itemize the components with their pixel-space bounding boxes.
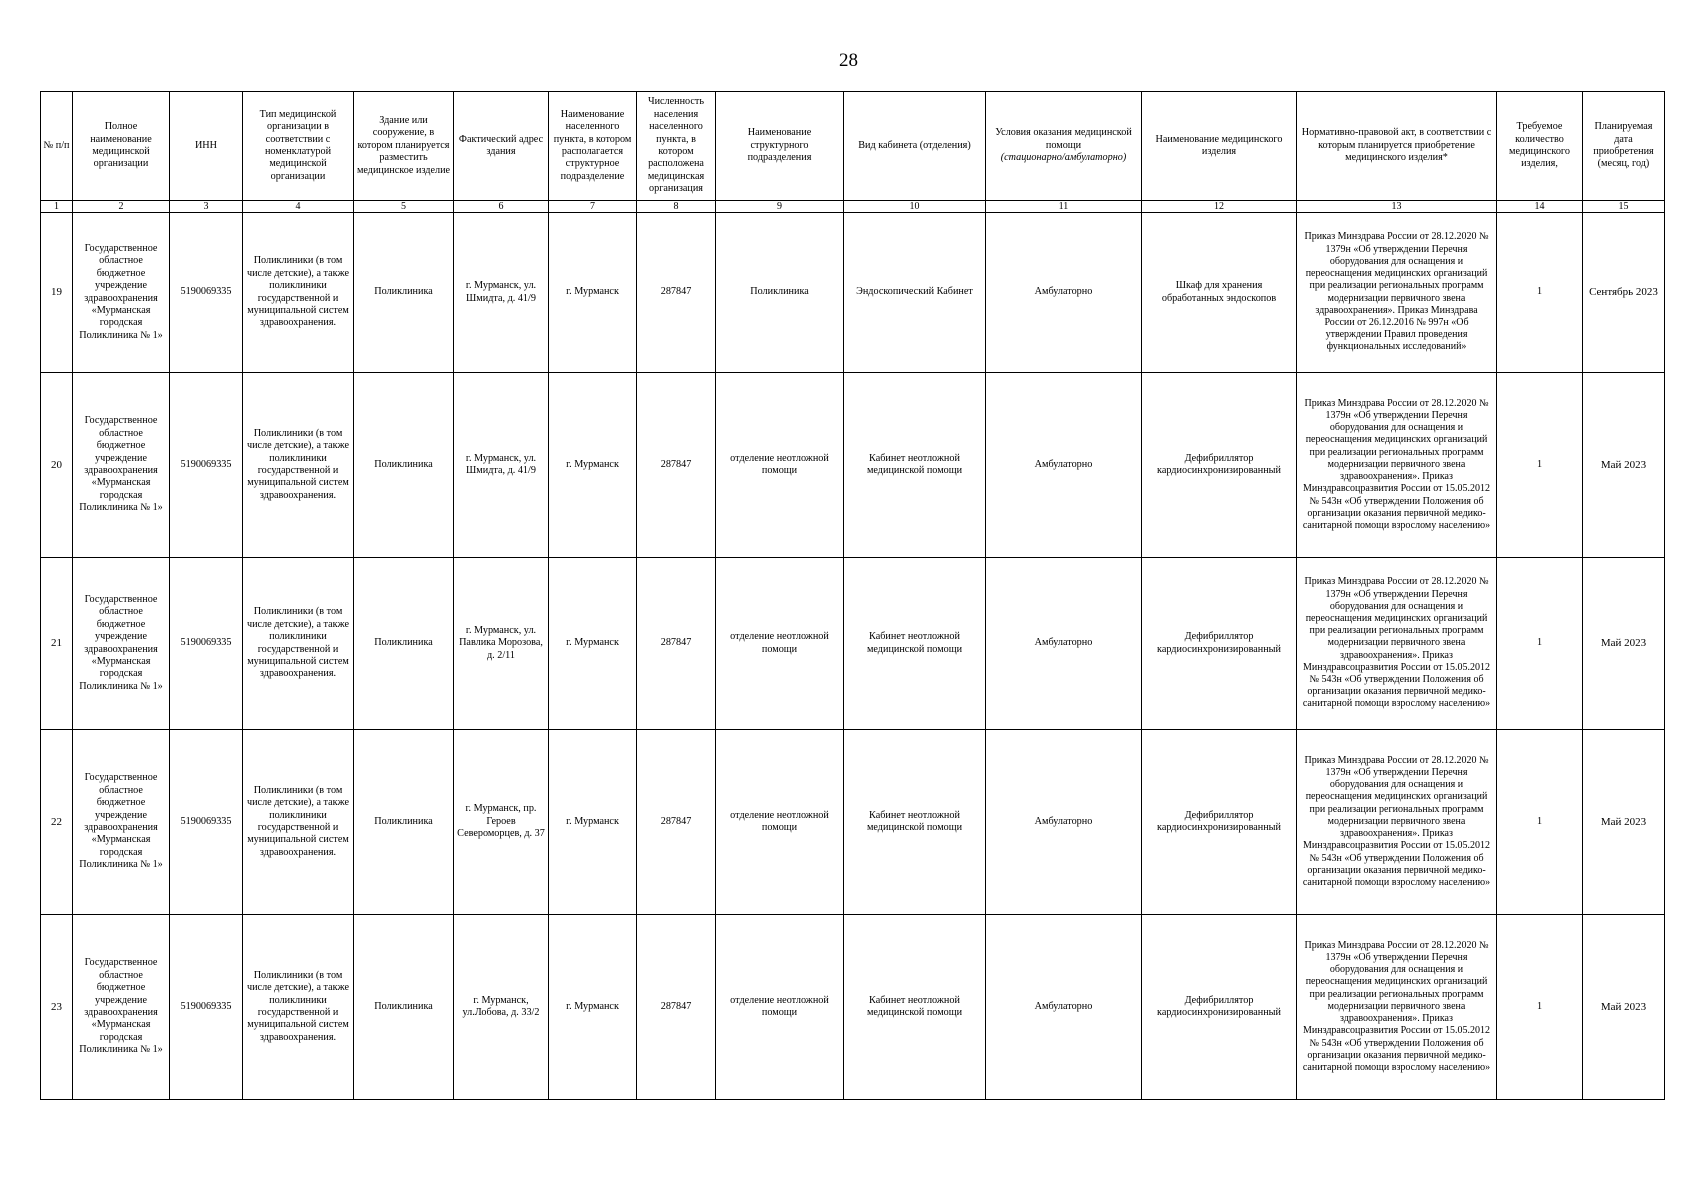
building: Поликлиника bbox=[354, 213, 454, 373]
org-type: Поликлиники (в том числе детские), а также поликлиники государственной и муниципальной систем здравоохранения. bbox=[243, 915, 354, 1100]
header-cell: Наименование медицинского изделия bbox=[1142, 92, 1297, 201]
device: Дефибриллятор кардиосинхронизированный bbox=[1142, 373, 1297, 558]
cabinet: Эндоскопический Кабинет bbox=[844, 213, 986, 373]
org-type: Поликлиники (в том числе детские), а также поликлиники государственной и муниципальной систем здравоохранения. bbox=[243, 373, 354, 558]
column-number: 5 bbox=[354, 201, 454, 213]
division: Поликлиника bbox=[716, 213, 844, 373]
locality: г. Мурманск bbox=[549, 213, 637, 373]
legal-act: Приказ Минздрава России от 28.12.2020 № 1379н «Об утверждении Перечня оборудования для оснащения и переоснащения медицинских организаций при реализации региональных программ модернизации первичного звена здравоохранения». Приказ Минздравсоцразвития России от 15.05.2012 № 543н «Об утверждении Положения об организации оказания первичной медико-санитарной помощи взрослому населению» bbox=[1297, 915, 1497, 1100]
header-cell: Полное наименование медицинской организации bbox=[73, 92, 170, 201]
org-name: Государственное областное бюджетное учреждение здравоохранения «Мурманская городская Поликлиника № 1» bbox=[73, 373, 170, 558]
table-row bbox=[41, 730, 1665, 915]
table-row bbox=[41, 213, 1665, 373]
legal-act: Приказ Минздрава России от 28.12.2020 № 1379н «Об утверждении Перечня оборудования для оснащения и переоснащения медицинских организаций при реализации региональных программ модернизации первичного звена здравоохранения». Приказ Минздравсоцразвития России от 15.05.2012 № 543н «Об утверждении Положения об организации оказания первичной медико-санитарной помощи взрослому населению» bbox=[1297, 558, 1497, 730]
column-number: 4 bbox=[243, 201, 354, 213]
quantity: 1 bbox=[1497, 213, 1583, 373]
table-row bbox=[41, 373, 1665, 558]
address: г. Мурманск, ул.Лобова, д. 33/2 bbox=[454, 915, 549, 1100]
inn: 5190069335 bbox=[170, 915, 243, 1100]
header-conditions-note: (стационарно/амбулаторно) bbox=[1000, 152, 1127, 164]
column-number: 1 bbox=[41, 201, 73, 213]
equipment-table bbox=[40, 91, 1665, 1100]
building: Поликлиника bbox=[354, 730, 454, 915]
column-number: 8 bbox=[637, 201, 716, 213]
device: Дефибриллятор кардиосинхронизированный bbox=[1142, 558, 1297, 730]
header-cell-conditions bbox=[986, 92, 1142, 201]
division: отделение неотложной помощи bbox=[716, 915, 844, 1100]
column-number: 15 bbox=[1583, 201, 1665, 213]
org-name: Государственное областное бюджетное учреждение здравоохранения «Мурманская городская Поликлиника № 1» bbox=[73, 915, 170, 1100]
address: г. Мурманск, пр. Героев Североморцев, д. 37 bbox=[454, 730, 549, 915]
legal-act: Приказ Минздрава России от 28.12.2020 № 1379н «Об утверждении Перечня оборудования для оснащения и переоснащения медицинских организаций при реализации региональных программ модернизации первичного звена здравоохранения». Приказ Минздравсоцразвития России от 15.05.2012 № 543н «Об утверждении Положения об организации оказания первичной медико-санитарной помощи взрослому населению» bbox=[1297, 373, 1497, 558]
quantity: 1 bbox=[1497, 730, 1583, 915]
header-conditions-label: Условия оказания медицинской помощи bbox=[995, 127, 1132, 151]
population: 287847 bbox=[637, 558, 716, 730]
column-number: 11 bbox=[986, 201, 1142, 213]
cabinet: Кабинет неотложной медицинской помощи bbox=[844, 558, 986, 730]
population: 287847 bbox=[637, 730, 716, 915]
legal-act: Приказ Минздрава России от 28.12.2020 № 1379н «Об утверждении Перечня оборудования для оснащения и переоснащения медицинских организаций при реализации региональных программ модернизации первичного звена здравоохранения». Приказ Минздрава России от 26.12.2016 № 997н «Об утверждении Правил проведения функциональных исследований» bbox=[1297, 213, 1497, 373]
header-cell: Планируемая дата приобретения (месяц, год) bbox=[1583, 92, 1665, 201]
device: Дефибриллятор кардиосинхронизированный bbox=[1142, 730, 1297, 915]
table-row bbox=[41, 558, 1665, 730]
purchase-date: Май 2023 bbox=[1583, 373, 1665, 558]
header-cell: Требуемое количество медицинского изделия, bbox=[1497, 92, 1583, 201]
column-number: 3 bbox=[170, 201, 243, 213]
cabinet: Кабинет неотложной медицинской помощи bbox=[844, 730, 986, 915]
header-cell: Здание или сооружение, в котором планируется разместить медицинское изделие bbox=[354, 92, 454, 201]
conditions: Амбулаторно bbox=[986, 558, 1142, 730]
row-number: 23 bbox=[41, 915, 73, 1100]
building: Поликлиника bbox=[354, 915, 454, 1100]
locality: г. Мурманск bbox=[549, 730, 637, 915]
row-number: 20 bbox=[41, 373, 73, 558]
page-number: 28 bbox=[839, 50, 858, 71]
conditions: Амбулаторно bbox=[986, 915, 1142, 1100]
org-name: Государственное областное бюджетное учреждение здравоохранения «Мурманская городская Поликлиника № 1» bbox=[73, 213, 170, 373]
column-number: 9 bbox=[716, 201, 844, 213]
header-cell: ИНН bbox=[170, 92, 243, 201]
conditions: Амбулаторно bbox=[986, 373, 1142, 558]
column-number: 10 bbox=[844, 201, 986, 213]
equipment-table-container bbox=[40, 91, 1664, 1100]
column-number: 12 bbox=[1142, 201, 1297, 213]
org-type: Поликлиники (в том числе детские), а также поликлиники государственной и муниципальной систем здравоохранения. bbox=[243, 730, 354, 915]
header-cell: Численность населения населенного пункта, в котором расположена медицинская организация bbox=[637, 92, 716, 201]
address: г. Мурманск, ул. Шмидта, д. 41/9 bbox=[454, 213, 549, 373]
column-number: 13 bbox=[1297, 201, 1497, 213]
locality: г. Мурманск bbox=[549, 915, 637, 1100]
legal-act: Приказ Минздрава России от 28.12.2020 № 1379н «Об утверждении Перечня оборудования для оснащения и переоснащения медицинских организаций при реализации региональных программ модернизации первичного звена здравоохранения». Приказ Минздравсоцразвития России от 15.05.2012 № 543н «Об утверждении Положения об организации оказания первичной медико-санитарной помощи взрослому населению» bbox=[1297, 730, 1497, 915]
inn: 5190069335 bbox=[170, 558, 243, 730]
device: Шкаф для хранения обработанных эндоскопов bbox=[1142, 213, 1297, 373]
header-cell: Наименование структурного подразделения bbox=[716, 92, 844, 201]
org-name: Государственное областное бюджетное учреждение здравоохранения «Мурманская городская Поликлиника № 1» bbox=[73, 558, 170, 730]
header-cell: Вид кабинета (отделения) bbox=[844, 92, 986, 201]
division: отделение неотложной помощи bbox=[716, 558, 844, 730]
address: г. Мурманск, ул. Павлика Морозова, д. 2/11 bbox=[454, 558, 549, 730]
header-cell: Фактический адрес здания bbox=[454, 92, 549, 201]
table-row bbox=[41, 915, 1665, 1100]
purchase-date: Сентябрь 2023 bbox=[1583, 213, 1665, 373]
org-name: Государственное областное бюджетное учреждение здравоохранения «Мурманская городская Поликлиника № 1» bbox=[73, 730, 170, 915]
population: 287847 bbox=[637, 213, 716, 373]
header-cell: Тип медицинской организации в соответствии с номенклатурой медицинской организации bbox=[243, 92, 354, 201]
header-cell: Нормативно-правовой акт, в соответствии с которым планируется приобретение медицинского изделия* bbox=[1297, 92, 1497, 201]
population: 287847 bbox=[637, 373, 716, 558]
inn: 5190069335 bbox=[170, 373, 243, 558]
address: г. Мурманск, ул. Шмидта, д. 41/9 bbox=[454, 373, 549, 558]
quantity: 1 bbox=[1497, 915, 1583, 1100]
header-cell: Наименование населенного пункта, в котором располагается структурное подразделение bbox=[549, 92, 637, 201]
column-number: 2 bbox=[73, 201, 170, 213]
column-number: 14 bbox=[1497, 201, 1583, 213]
conditions: Амбулаторно bbox=[986, 213, 1142, 373]
column-number: 7 bbox=[549, 201, 637, 213]
inn: 5190069335 bbox=[170, 213, 243, 373]
row-number: 22 bbox=[41, 730, 73, 915]
org-type: Поликлиники (в том числе детские), а также поликлиники государственной и муниципальной систем здравоохранения. bbox=[243, 213, 354, 373]
division: отделение неотложной помощи bbox=[716, 373, 844, 558]
locality: г. Мурманск bbox=[549, 373, 637, 558]
quantity: 1 bbox=[1497, 373, 1583, 558]
purchase-date: Май 2023 bbox=[1583, 915, 1665, 1100]
row-number: 19 bbox=[41, 213, 73, 373]
column-number-row bbox=[41, 201, 1665, 213]
building: Поликлиника bbox=[354, 373, 454, 558]
locality: г. Мурманск bbox=[549, 558, 637, 730]
population: 287847 bbox=[637, 915, 716, 1100]
building: Поликлиника bbox=[354, 558, 454, 730]
cabinet: Кабинет неотложной медицинской помощи bbox=[844, 373, 986, 558]
purchase-date: Май 2023 bbox=[1583, 730, 1665, 915]
division: отделение неотложной помощи bbox=[716, 730, 844, 915]
device: Дефибриллятор кардиосинхронизированный bbox=[1142, 915, 1297, 1100]
column-number: 6 bbox=[454, 201, 549, 213]
cabinet: Кабинет неотложной медицинской помощи bbox=[844, 915, 986, 1100]
purchase-date: Май 2023 bbox=[1583, 558, 1665, 730]
quantity: 1 bbox=[1497, 558, 1583, 730]
conditions: Амбулаторно bbox=[986, 730, 1142, 915]
header-row bbox=[41, 92, 1665, 201]
org-type: Поликлиники (в том числе детские), а также поликлиники государственной и муниципальной систем здравоохранения. bbox=[243, 558, 354, 730]
header-cell: № п/п bbox=[41, 92, 73, 201]
row-number: 21 bbox=[41, 558, 73, 730]
inn: 5190069335 bbox=[170, 730, 243, 915]
